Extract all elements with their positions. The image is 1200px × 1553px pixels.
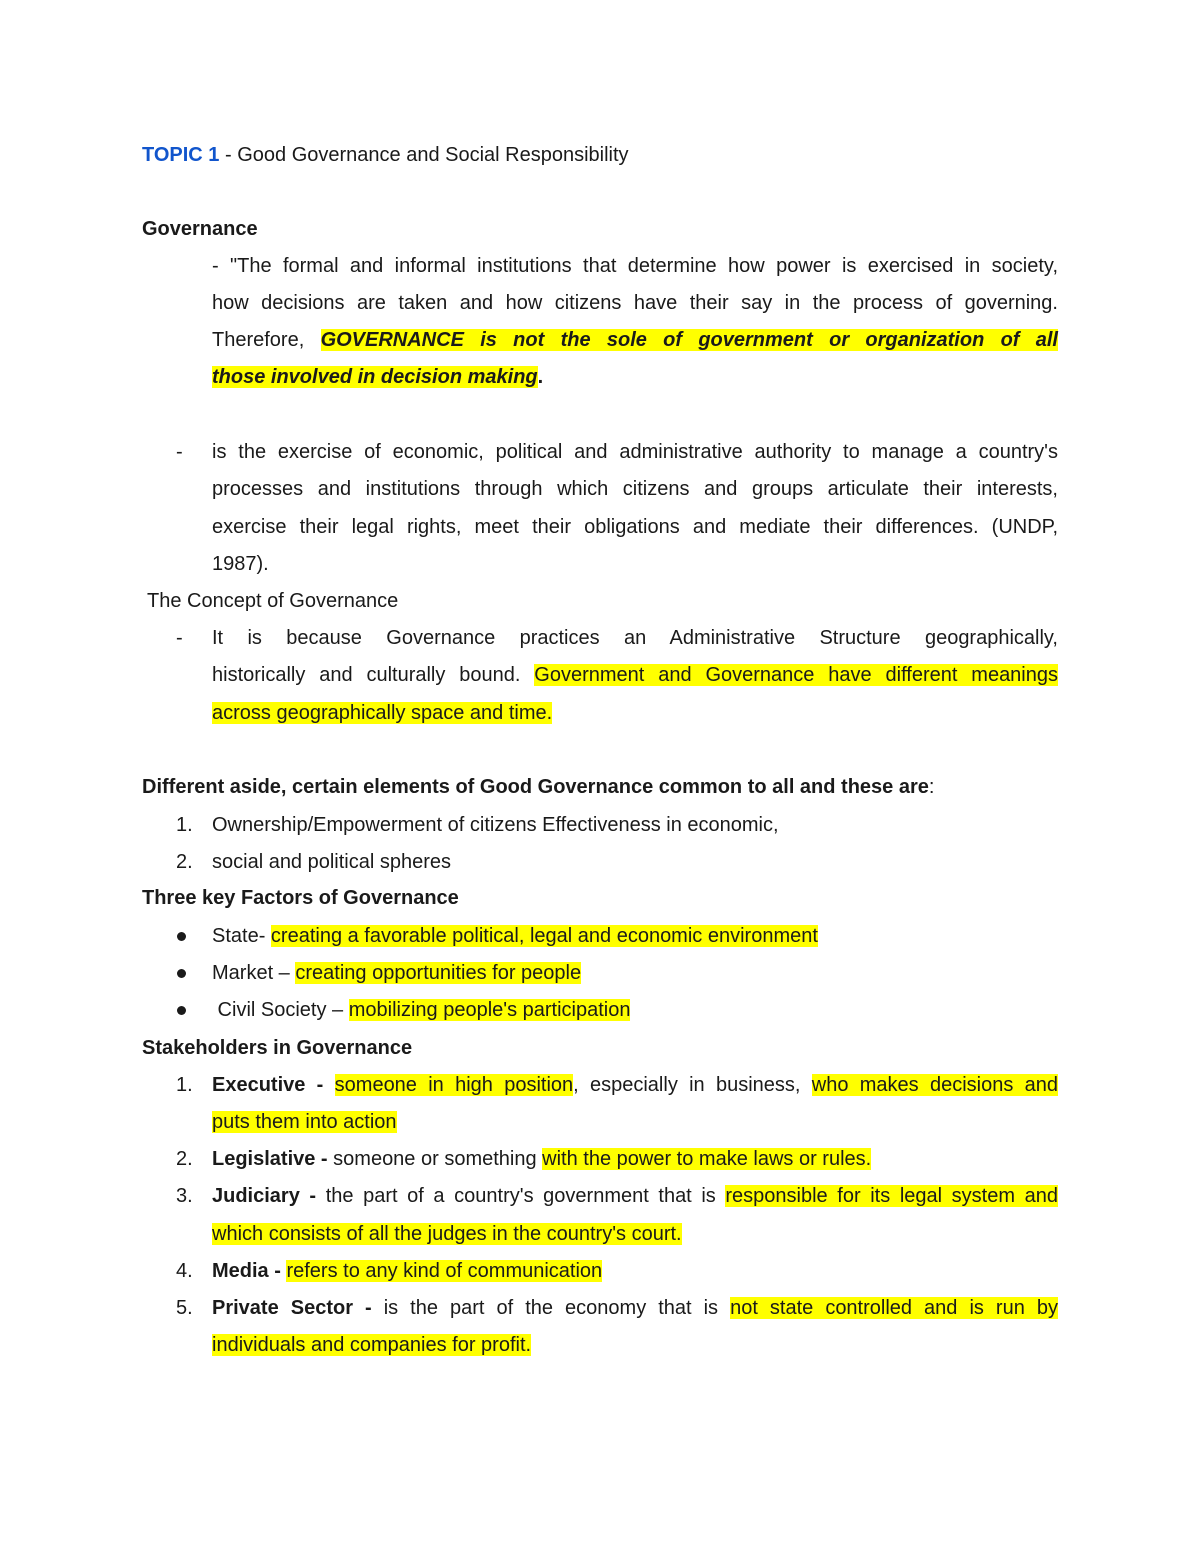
stakeholder-3-num: 3. [176, 1185, 193, 1207]
stakeholder-private-sector [212, 1296, 1058, 1320]
elements-heading [142, 775, 934, 799]
elements-item-1-num: 1. [176, 814, 193, 836]
concept-highlight: Government and Governance have different meanings [534, 664, 1058, 686]
elements-item-1: Ownership/Empowerment of citizens Effectiveness in economic, [212, 814, 779, 836]
factor-market [212, 961, 581, 985]
governance-heading: Governance [142, 218, 258, 240]
factor-civil-highlight: mobilizing people's participation [348, 999, 631, 1021]
executive-highlight-2: who makes decisions and [811, 1074, 1058, 1096]
definition-2-line-3: exercise their legal rights, meet their obligations and mediate their differences. (UNDP, [212, 516, 1058, 538]
bullet-icon [177, 1006, 186, 1015]
judiciary-highlight-2: which consists of all the judges in the country's court. [212, 1223, 682, 1245]
definition-1-line-3 [212, 328, 1058, 352]
elements-item-2: social and political spheres [212, 851, 452, 873]
media-highlight: refers to any kind of communication [286, 1260, 603, 1282]
concept-heading: The Concept of Governance [147, 590, 399, 612]
private-plain: is the part of the economy that is [383, 1297, 731, 1319]
stakeholder-1-num: 1. [176, 1074, 193, 1096]
definition-1-period: . [537, 366, 544, 388]
stakeholder-media [212, 1259, 602, 1283]
topic-label: TOPIC 1 [142, 144, 220, 166]
definition-1-line-4 [212, 365, 543, 389]
factor-state [212, 924, 818, 948]
judiciary-highlight-1: responsible for its legal system and [725, 1185, 1058, 1207]
factors-heading: Three key Factors of Governance [142, 887, 459, 909]
stakeholder-legislative [212, 1147, 871, 1171]
judiciary-plain: the part of a country's government that is [325, 1185, 726, 1207]
stakeholder-5-num: 5. [176, 1297, 193, 1319]
media-term: Media - [212, 1260, 287, 1282]
elements-item-2-num: 2. [176, 851, 193, 873]
stakeholder-executive [212, 1073, 1058, 1097]
definition-2-dash: - [176, 441, 183, 463]
elements-heading-text: Different aside, certain elements of Good Governance common to all and these are [142, 776, 929, 798]
concept-line-1: It is because Governance practices an Administrative Structure geographically, [212, 627, 1058, 649]
executive-highlight-1: someone in high position [334, 1074, 574, 1096]
definition-2-line-1: is the exercise of economic, political and administrative authority to manage a country's [212, 441, 1058, 463]
legislative-term: Legislative - [212, 1148, 334, 1170]
stakeholders-heading: Stakeholders in Governance [142, 1037, 413, 1059]
factor-market-term: Market – [212, 962, 296, 984]
definition-1-line-2: how decisions are taken and how citizens have their say in the process of governing. [212, 292, 1058, 314]
stakeholder-judiciary [212, 1184, 1058, 1208]
topic-title [142, 143, 629, 167]
definition-2-line-4: 1987). [212, 553, 269, 575]
concept-line-2 [212, 663, 1058, 687]
factor-civil-society [212, 998, 630, 1022]
stakeholder-2-num: 2. [176, 1148, 193, 1170]
concept-dash: - [176, 627, 183, 649]
judiciary-term: Judiciary - [212, 1185, 326, 1207]
topic-subtitle: - Good Governance and Social Responsibility [219, 144, 629, 166]
definition-1-plain: Therefore, [212, 329, 321, 351]
definition-1-line-1: - "The formal and informal institutions that determine how power is exercised in society, [212, 255, 1058, 277]
stakeholder-4-num: 4. [176, 1260, 193, 1282]
definition-1-highlight-end: those involved in decision making [212, 366, 538, 388]
stakeholder-private-line-2 [212, 1333, 531, 1357]
concept-plain: historically and culturally bound. [212, 664, 535, 686]
elements-colon: : [928, 776, 935, 798]
definition-2-line-2: processes and institutions through which citizens and groups articulate their interests, [212, 478, 1058, 500]
definition-1-highlight: GOVERNANCE is not the sole of government or organization of all [320, 329, 1058, 351]
private-highlight-1: not state controlled and is run by [730, 1297, 1058, 1319]
stakeholder-executive-line-2 [212, 1110, 397, 1134]
concept-line-3 [212, 701, 552, 725]
legislative-plain: someone or something [333, 1148, 543, 1170]
factor-civil-term: Civil Society – [212, 999, 349, 1021]
factor-state-highlight: creating a favorable political, legal and economic environment [270, 925, 818, 947]
factor-market-highlight: creating opportunities for people [295, 962, 582, 984]
private-highlight-2: individuals and companies for profit. [212, 1334, 532, 1356]
executive-plain: , especially in business, [573, 1074, 812, 1096]
bullet-icon [177, 969, 186, 978]
legislative-highlight: with the power to make laws or rules. [542, 1148, 872, 1170]
executive-term: Executive - [212, 1074, 335, 1096]
concept-highlight-end: across geographically space and time. [212, 702, 553, 724]
executive-highlight-3: puts them into action [212, 1111, 397, 1133]
private-term: Private Sector - [212, 1297, 384, 1319]
factor-state-term: State- [212, 925, 271, 947]
bullet-icon [177, 932, 186, 941]
stakeholder-judiciary-line-2 [212, 1222, 682, 1246]
